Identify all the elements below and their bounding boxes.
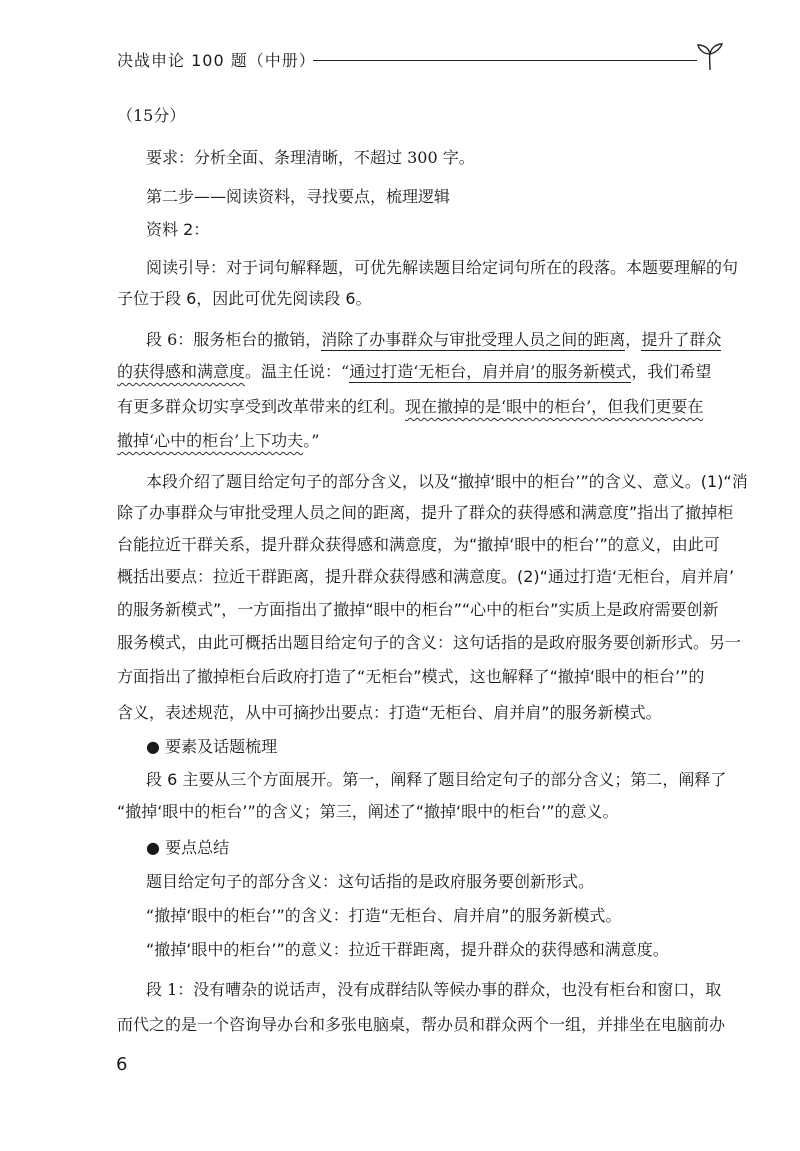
material-label: 资料 2： xyxy=(146,220,210,239)
header-title: 决战申论 100 题（中册） xyxy=(117,51,316,70)
summary-line-1: 题目给定句子的部分含义：这句话指的是政府服务要创新形式。 xyxy=(146,872,595,891)
para6-text: 有更多群众切实享受到改革带来的红利。 xyxy=(117,397,406,416)
para6-underline: 消除了办事群众与审批受理人员之间的距离 xyxy=(321,330,626,349)
section-elements-line-1: 段 6 主要从三个方面展开。第一，阐释了题目给定句子的部分含义；第二，阐释了 xyxy=(146,770,727,789)
section-elements-heading xyxy=(146,737,277,757)
guide-line-2: 子位于段 6，因此可优先阅读段 6。 xyxy=(117,289,372,308)
guide-line-1: 阅读引导：对于词句解释题，可优先解读题目给定词句所在的段落。本题要理解的句 xyxy=(146,258,739,277)
para1-line-1: 段 1：没有嘈杂的说话声，没有成群结队等候办事的群众，也没有柜台和窗口，取 xyxy=(146,980,722,999)
bullet-icon: ● xyxy=(146,838,160,857)
section-elements-line-2: “撤掉‘眼中的柜台’”的含义；第三，阐述了“撤掉‘眼中的柜台’”的意义。 xyxy=(117,802,619,821)
para6-line-4 xyxy=(117,431,319,451)
para6-wavy-underline: 撤掉‘心中的柜台’上下功夫 xyxy=(117,431,304,450)
analysis-line-1: 本段介绍了题目给定句子的部分含义，以及“撤掉‘眼中的柜台’”的含义、意义。(1)“消 xyxy=(146,472,748,491)
section-summary-title: 要点总结 xyxy=(165,838,230,857)
section-elements-title: 要素及话题梳理 xyxy=(165,737,278,756)
para6-text: ， xyxy=(625,330,642,349)
para1-line-2: 而代之的是一个咨询导办台和多张电脑桌，帮办员和群众两个一组，并排坐在电脑前办 xyxy=(117,1015,726,1034)
score-label: （15分） xyxy=(117,106,186,125)
para6-underline: 提升了群众 xyxy=(641,330,722,349)
sprout-icon xyxy=(693,42,727,72)
step-2-heading: 第二步——阅读资料，寻找要点，梳理逻辑 xyxy=(146,187,451,206)
para6-line-1 xyxy=(146,330,721,350)
analysis-line-4: 概括出要点：拉近干群距离，提升群众获得感和满意度。(2)“通过打造‘无柜台，肩并肩’ xyxy=(117,567,735,586)
para6-text: 。温主任说：“ xyxy=(245,362,350,381)
analysis-line-5: 的服务新模式”，一方面指出了撤掉“眼中的柜台”“心中的柜台”实质上是政府需要创新 xyxy=(117,600,719,619)
analysis-line-3: 台能拉近干群关系，提升群众获得感和满意度，为“撤掉‘眼中的柜台’”的意义，由此可 xyxy=(117,535,720,554)
para6-line-2 xyxy=(117,362,711,382)
requirement: 要求：分析全面、条理清晰，不超过 300 字。 xyxy=(146,148,475,167)
bullet-icon: ● xyxy=(146,737,160,756)
running-header xyxy=(117,46,727,78)
analysis-line-8: 含义，表述规范，从中可摘抄出要点：打造“无柜台、肩并肩”的服务新模式。 xyxy=(117,703,662,722)
analysis-line-7: 方面指出了撤掉柜台后政府打造了“无柜台”模式，这也解释了“撤掉‘眼中的柜台’”的 xyxy=(117,667,705,686)
analysis-line-2: 除了办事群众与审批受理人员之间的距离，提升了群众的获得感和满意度”指出了撤掉柜 xyxy=(117,503,734,522)
para6-text: 。” xyxy=(303,431,320,450)
analysis-line-6: 服务模式，由此可概括出题目给定句子的含义：这句话指的是政府服务要创新形式。另一 xyxy=(117,633,742,652)
para6-wavy-underline: 的获得感和满意度 xyxy=(117,362,246,381)
summary-line-3: “撤掉‘眼中的柜台’”的意义：拉近干群距离，提升群众的获得感和满意度。 xyxy=(146,940,669,959)
para6-underline: 通过打造‘无柜台，肩并肩’的服务新模式 xyxy=(349,362,632,381)
summary-line-2: “撤掉‘眼中的柜台’”的含义：打造“无柜台、肩并肩”的服务新模式。 xyxy=(146,906,622,925)
header-rule xyxy=(313,60,697,61)
para6-text: ，我们希望 xyxy=(631,362,712,381)
para6-text: 段 6：服务柜台的撤销， xyxy=(146,330,322,349)
section-summary-heading xyxy=(146,838,229,858)
para6-wavy-underline: 现在撤掉的是‘眼中的柜台’，但我们更要在 xyxy=(405,397,704,416)
para6-line-3 xyxy=(117,397,703,417)
page-number: 6 xyxy=(116,1054,128,1075)
